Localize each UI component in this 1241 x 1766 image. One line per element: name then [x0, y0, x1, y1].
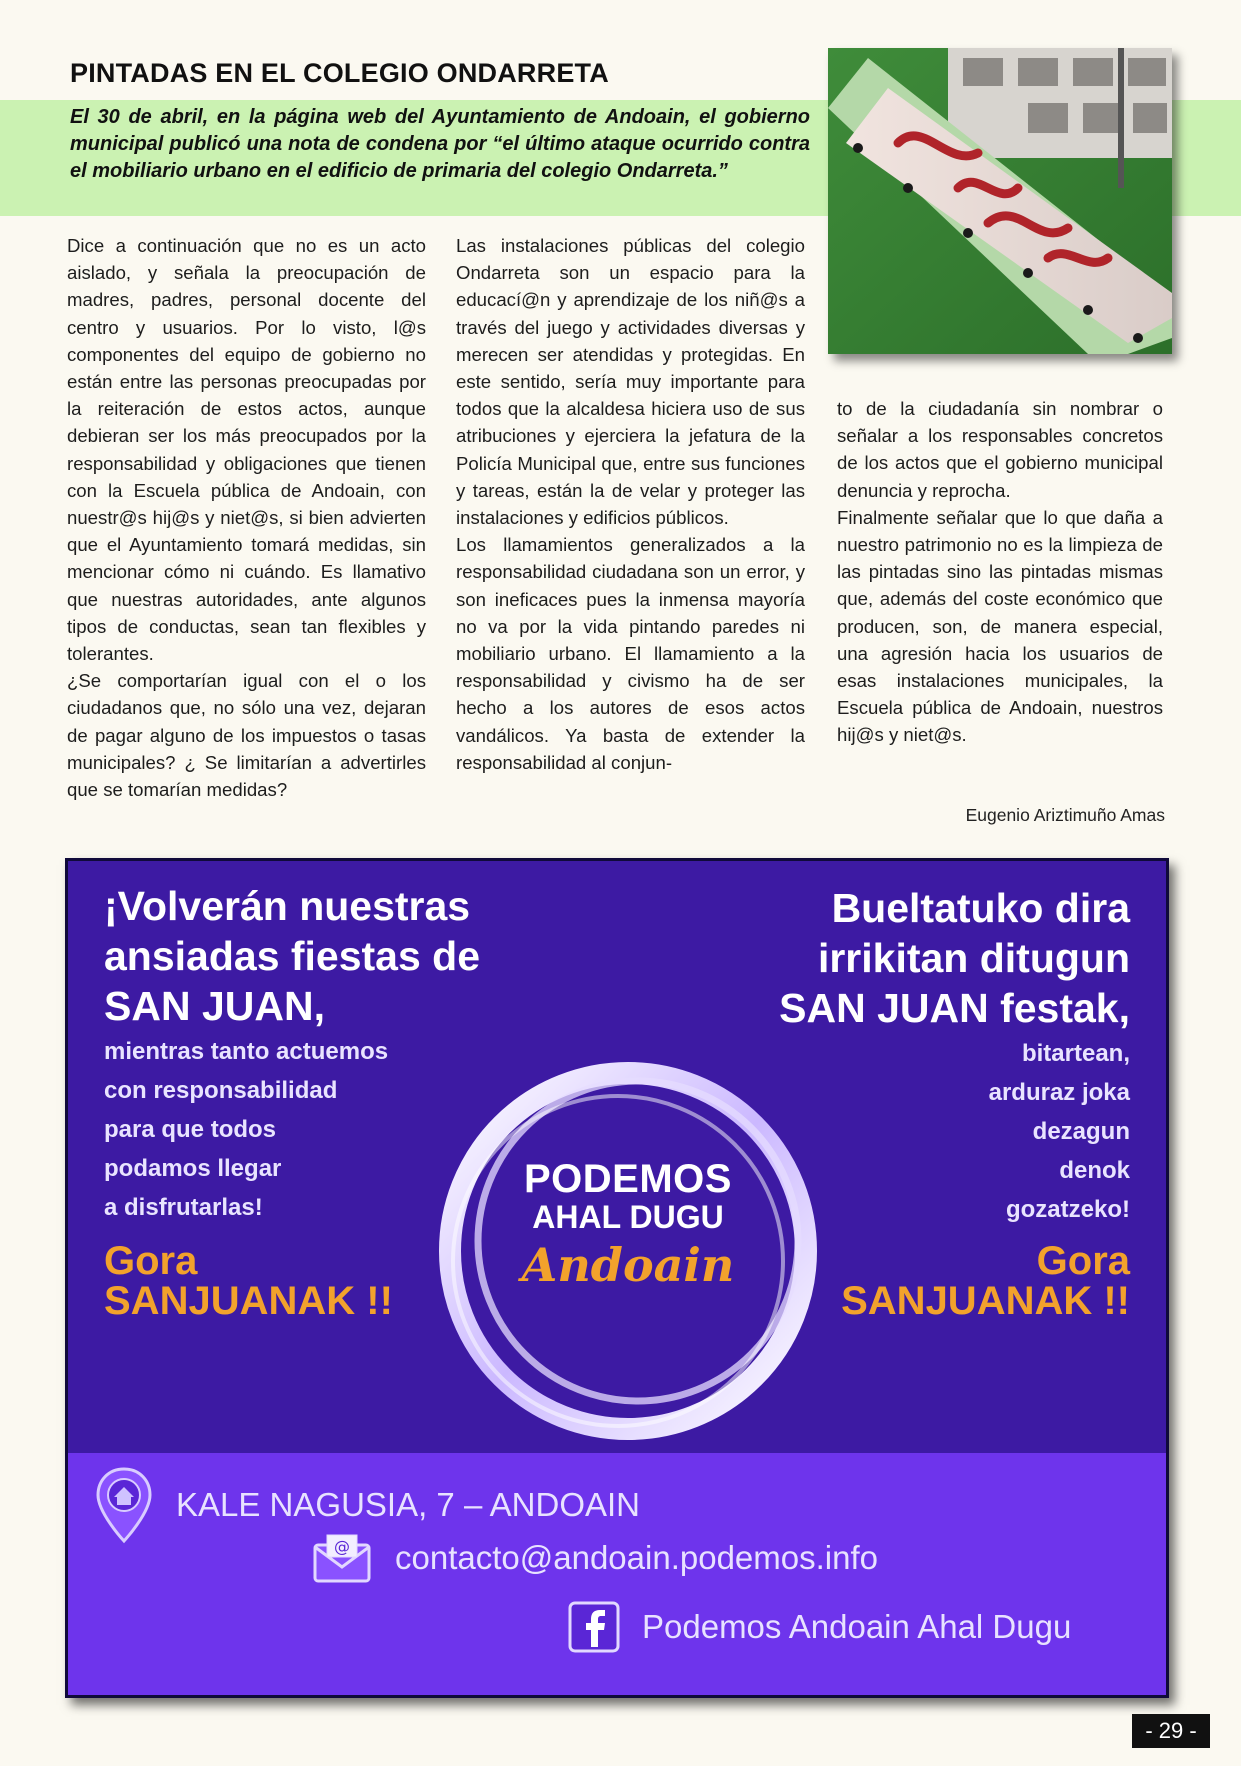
article-author: Eugenio Ariztimuño Amas	[965, 805, 1165, 825]
ad-right-subline-2: arduraz joka	[988, 1079, 1130, 1106]
podemos-logo-text	[468, 1159, 788, 1293]
ad-left-gora-line-2: SANJUANAK !!	[104, 1279, 393, 1323]
ad-left-headline-2: ansiadas fiestas de	[104, 933, 481, 979]
ad-left-headline-1: ¡Volverán nuestras	[104, 883, 471, 929]
logo-andoain: Andoain	[521, 1238, 735, 1292]
email-envelope-icon	[311, 1531, 373, 1585]
column-2-paragraph-2: Los llamamientos generalizados a la responsabilidad ciudadana son un error, y son ineficaces pues la inmensa mayoría no va por la vida pintando paredes ni mobiliario urbano. El llamamiento a la responsabilidad y civismo ha de ser hecho a los autores de esos actos vandálicos. Ya basta de extender la responsabilidad al conjun-	[456, 534, 805, 773]
column-3-paragraph-1: to de la ciudadanía sin nombrar o señalar a los responsables concretos de los actos que el gobierno municipal denuncia y reprocha.	[837, 398, 1163, 501]
article-title: PINTADAS EN EL COLEGIO ONDARRETA	[70, 58, 609, 88]
ad-right-subline-3: dezagun	[1032, 1118, 1130, 1145]
graffiti-slide-photo	[828, 48, 1172, 354]
location-pin-icon	[94, 1465, 154, 1545]
ad-left-subline-2: con responsabilidad	[104, 1077, 338, 1104]
logo-podemos: PODEMOS	[524, 1157, 732, 1201]
ad-facebook-row	[568, 1601, 1071, 1653]
ad-right-headline-3: SAN JUAN festak,	[779, 985, 1130, 1031]
column-2-paragraph-1: Las instalaciones públicas del colegio Ondarreta son un espacio para la educací@n y aprendizaje de los niñ@s a través del juego y actividades diversas y merecen ser atendidas y protegidas. En este sentido, sería muy importante para todos que la alcaldesa hiciera uso de sus atribuciones y ejerciera la jefatura de la Policía Municipal que, entre sus funciones y tareas, están la de velar y proteger las instalaciones y edificios públicos.	[456, 235, 805, 529]
ad-right-gora-line-2: SANJUANAK !!	[841, 1279, 1130, 1323]
ad-right-gora-line-1: Gora	[1036, 1239, 1130, 1283]
ad-left-subline-3: para que todos	[104, 1116, 277, 1143]
svg-text:@: @	[334, 1537, 350, 1556]
ad-left-subline-1: mientras tanto actuemos	[104, 1038, 389, 1065]
article-column-3	[837, 395, 1163, 749]
ad-right-subline-1: bitartean,	[1021, 1040, 1130, 1067]
ad-left-gora-line-1: Gora	[104, 1239, 198, 1283]
ad-right-headline-2: irrikitan ditugun	[817, 935, 1130, 981]
column-1-paragraph-2: ¿Se comportarían igual con el o los ciudadanos que, no sólo una vez, dejaran de pagar alguno de los impuestos o tasas municipales? ¿ Se limitarían a advertirles que se tomarían medidas?	[67, 670, 426, 801]
ad-right-subline-5: gozatzeko!	[1005, 1196, 1130, 1223]
ad-left-gora	[104, 1241, 464, 1321]
page-number: - 29 -	[1132, 1714, 1210, 1748]
article-lead: El 30 de abril, en la página web del Ayuntamiento de Andoain, el gobierno municipal publicó una nota de condena por “el último ataque ocurrido contra el mobiliario urbano en el edificio de primaria del colegio Ondarreta.”	[70, 106, 810, 182]
ad-right-subline-4: denok	[1059, 1157, 1130, 1184]
ad-left-subline-4: podamos llegar	[104, 1155, 282, 1182]
article-photo	[828, 48, 1172, 354]
ad-left-headline-3: SAN JUAN,	[104, 983, 325, 1029]
ad-email-row	[311, 1531, 878, 1585]
ad-email-link[interactable]: contacto@andoain.podemos.info	[395, 1539, 878, 1576]
column-1-paragraph-1: Dice a continuación que no es un acto aislado, y señala la preocupación de madres, padres, personal docente del centro y usuarios. Por lo visto, l@s componentes del equipo de gobierno no están entre las personas preocupadas por la reiteración de estos actos, aunque debieran ser los más preocupados por la responsabilidad y obligaciones que tienen con la Escuela pública de Andoain, con nuestr@s hij@s y niet@s, si bien advierten que el Ayuntamiento tomará medidas, sin mencionar cómo ni cuándo. Es llamativo que nuestras autoridades, ante algunos tipos de conductas, sean tan flexibles y tolerantes.	[67, 235, 426, 665]
podemos-advertisement	[65, 858, 1169, 1698]
ad-address: KALE NAGUSIA, 7 – ANDOAIN	[176, 1486, 640, 1523]
facebook-icon	[568, 1601, 620, 1653]
ad-right-headline-1: Bueltatuko dira	[831, 885, 1130, 931]
column-3-paragraph-2: Finalmente señalar que lo que daña a nuestro patrimonio no es la limpieza de las pintadas sino las pintadas mismas que, además del coste económico que producen, son, de manera especial, una agresión hacia los usuarios de esas instalaciones municipales, la Escuela pública de Andoain, nuestros hij@s y niet@s.	[837, 506, 1163, 746]
article-column-2	[456, 232, 805, 776]
logo-ahal-dugu: AHAL DUGU	[532, 1199, 724, 1235]
article-column-1	[67, 232, 426, 803]
ad-facebook-link[interactable]: Podemos Andoain Ahal Dugu	[642, 1608, 1072, 1645]
ad-left-subline-5: a disfrutarlas!	[104, 1194, 263, 1221]
